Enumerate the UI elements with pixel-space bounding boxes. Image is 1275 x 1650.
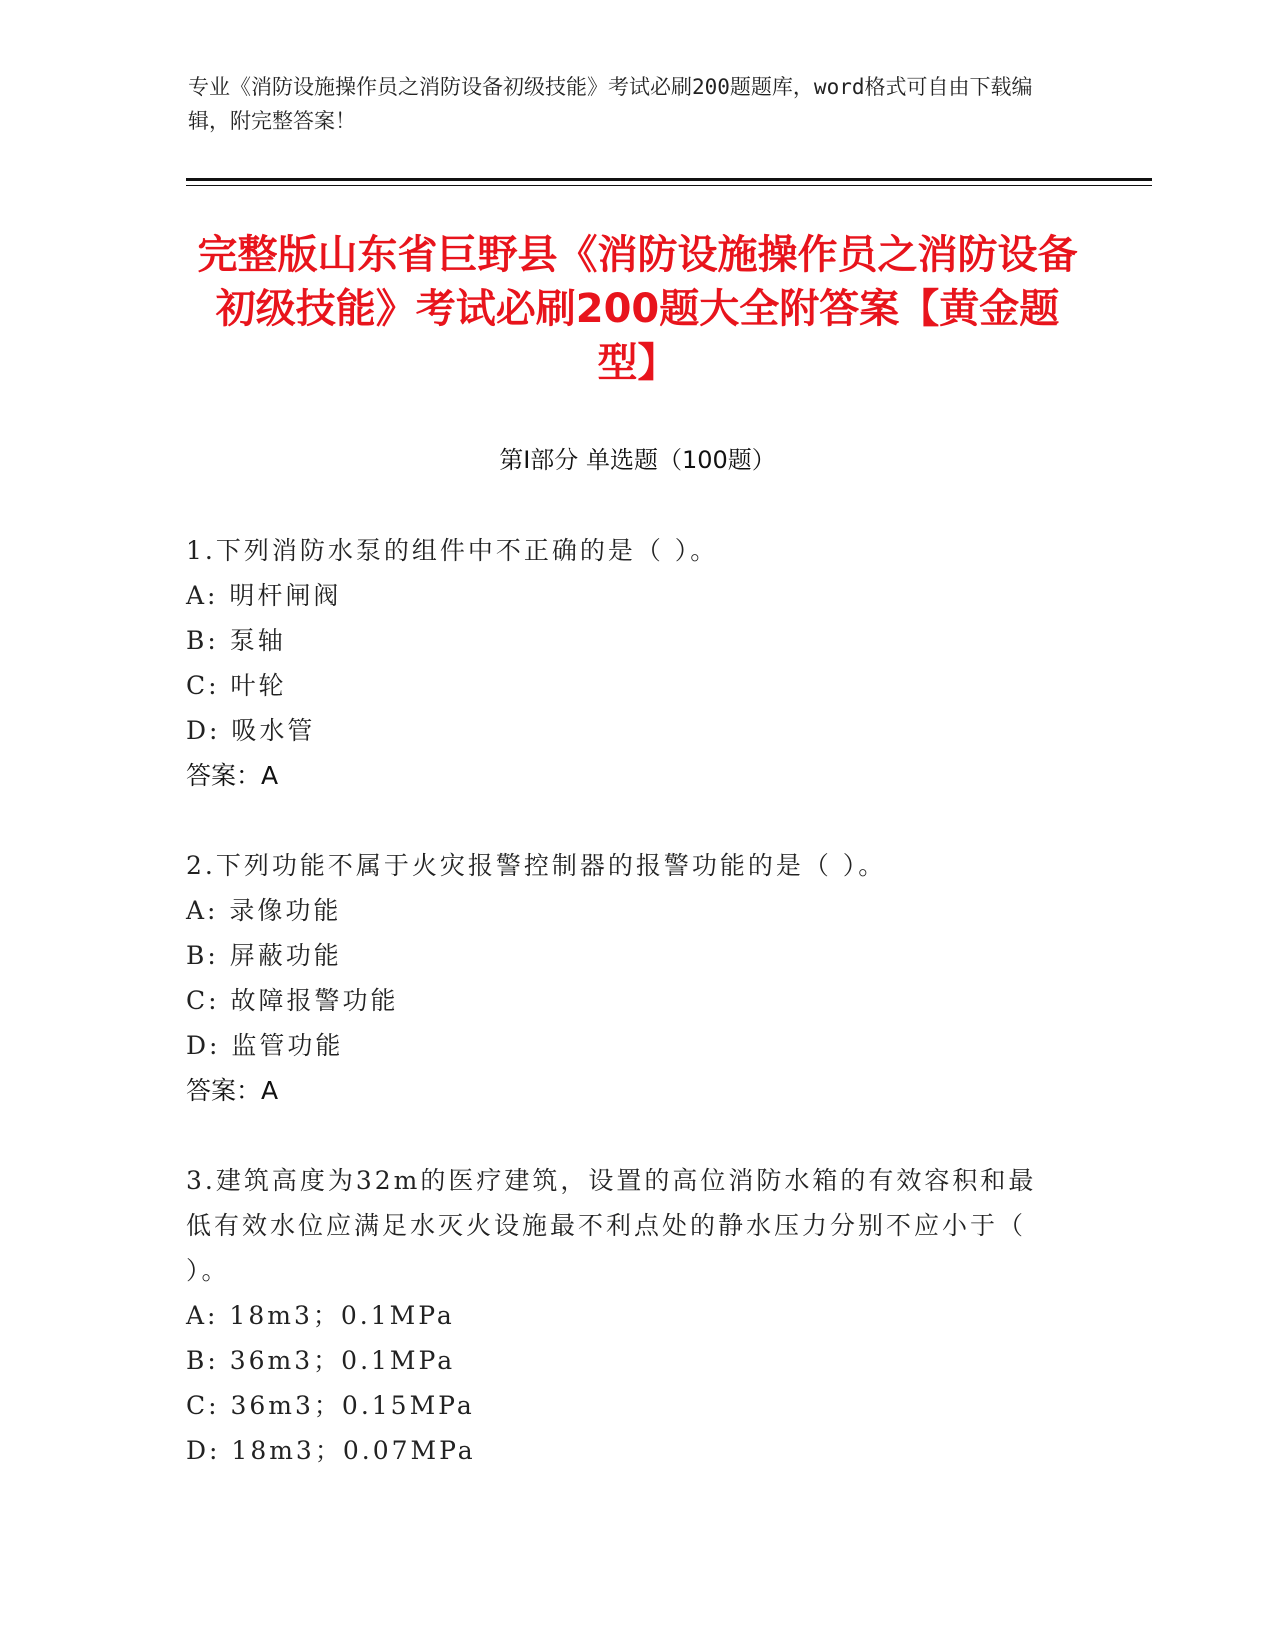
question-2 [186, 843, 1086, 1113]
option-c: C: 故障报警功能 [186, 986, 399, 1015]
question-3 [186, 1158, 1086, 1473]
option-c: C: 36m3；0.15MPa [186, 1391, 475, 1420]
question-list [186, 528, 1086, 1473]
header-rule-thick [186, 178, 1152, 181]
option-c: C: 叶轮 [186, 671, 287, 700]
option-a: A: 录像功能 [186, 896, 342, 925]
document-title: 完整版山东省巨野县《消防设施操作员之消防设备初级技能》考试必刷200题大全附答案【黄金题型】 [197, 232, 1078, 386]
question-stem: 1.下列消防水泵的组件中不正确的是（ ）。 [186, 536, 719, 565]
question-stem: 2.下列功能不属于火灾报警控制器的报警功能的是（ ）。 [186, 851, 887, 880]
question-spacer [186, 798, 1086, 843]
section-heading: 第Ⅰ部分 单选题（100题） [499, 446, 776, 474]
option-b: B: 36m3；0.1MPa [186, 1346, 456, 1375]
question-stem-line: ）。 [186, 1256, 230, 1285]
answer: 答案：A [186, 761, 279, 790]
option-d: D: 监管功能 [186, 1031, 344, 1060]
option-b: B: 泵轴 [186, 626, 286, 655]
header-rule-thin [186, 185, 1152, 186]
question-stem-line: 3.建筑高度为32m的医疗建筑，设置的高位消防水箱的有效容积和最 [186, 1166, 1037, 1195]
option-d: D: 18m3；0.07MPa [186, 1436, 476, 1465]
header-note: 专业《消防设施操作员之消防设备初级技能》考试必刷200题题库，word格式可自由下载编辑，附完整答案！ [188, 75, 1033, 133]
question-stem-line: 低有效水位应满足水灭火设施最不利点处的静水压力分别不应小于（ [186, 1211, 1027, 1240]
answer: 答案：A [186, 1076, 279, 1105]
option-a: A: 18m3；0.1MPa [186, 1301, 455, 1330]
option-d: D: 吸水管 [186, 716, 316, 745]
option-a: A: 明杆闸阀 [186, 581, 342, 610]
question-1 [186, 528, 1086, 798]
question-spacer [186, 1113, 1086, 1158]
option-b: B: 屏蔽功能 [186, 941, 342, 970]
